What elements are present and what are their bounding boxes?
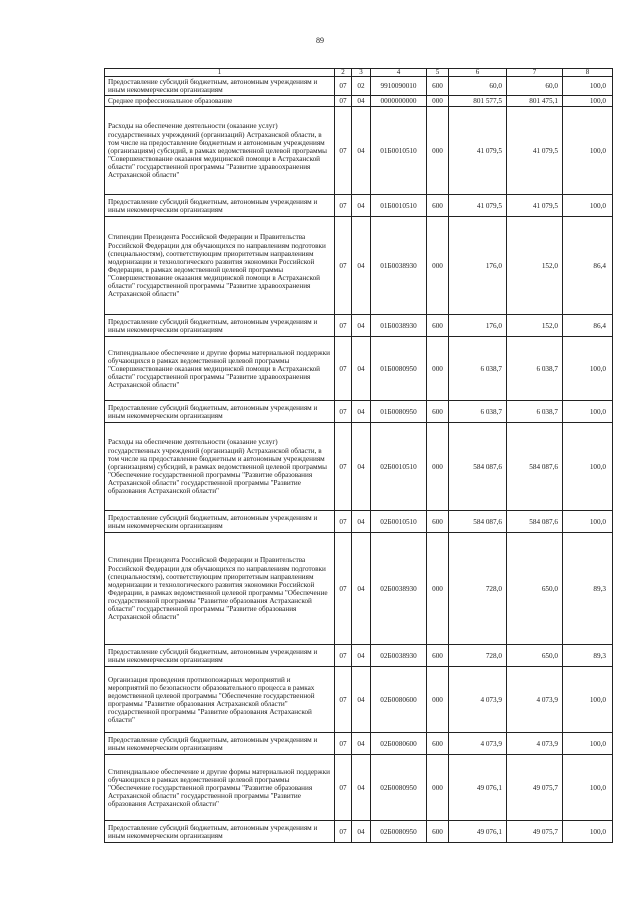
table-row xyxy=(105,337,613,401)
subsection-code: 04 xyxy=(352,821,371,843)
section-code: 07 xyxy=(335,733,352,755)
section-code: 07 xyxy=(335,533,352,645)
row-description: Предоставление субсидий бюджетным, автономным учреждениям и иным некоммерческим организациям xyxy=(105,77,335,96)
expense-type-code: 600 xyxy=(427,315,449,337)
budget-table xyxy=(104,68,613,843)
section-code: 07 xyxy=(335,645,352,667)
section-code: 07 xyxy=(335,315,352,337)
target-article-code: 01Б0010510 xyxy=(371,195,427,217)
planned-amount: 49 076,1 xyxy=(449,755,507,821)
expense-type-code: 600 xyxy=(427,645,449,667)
subsection-code: 04 xyxy=(352,755,371,821)
section-code: 07 xyxy=(335,755,352,821)
planned-amount: 728,0 xyxy=(449,533,507,645)
expense-type-code: 000 xyxy=(427,217,449,315)
section-code: 07 xyxy=(335,401,352,423)
expense-type-code: 000 xyxy=(427,667,449,733)
subsection-code: 04 xyxy=(352,107,371,195)
execution-percent: 100,0 xyxy=(563,107,613,195)
column-number: 2 xyxy=(335,69,352,77)
planned-amount: 60,0 xyxy=(449,77,507,96)
target-article-code: 02Б0038930 xyxy=(371,533,427,645)
section-code: 07 xyxy=(335,821,352,843)
executed-amount: 6 038,7 xyxy=(507,337,563,401)
execution-percent: 100,0 xyxy=(563,337,613,401)
column-number: 8 xyxy=(563,69,613,77)
planned-amount: 176,0 xyxy=(449,315,507,337)
executed-amount: 49 075,7 xyxy=(507,755,563,821)
expense-type-code: 000 xyxy=(427,755,449,821)
row-description: Предоставление субсидий бюджетным, автономным учреждениям и иным некоммерческим организациям xyxy=(105,733,335,755)
row-description: Организация проведения противопожарных мероприятий и мероприятий по безопасности образовательного процесса в рамках ведомственной целевой программы "Обеспечение государственной программы "Развитие образования Астраханской области" государственной программы "Развитие образования Астраханской области" xyxy=(105,667,335,733)
expense-type-code: 000 xyxy=(427,423,449,511)
execution-percent: 100,0 xyxy=(563,755,613,821)
execution-percent: 100,0 xyxy=(563,96,613,107)
executed-amount: 584 087,6 xyxy=(507,423,563,511)
planned-amount: 41 079,5 xyxy=(449,195,507,217)
table-row xyxy=(105,315,613,337)
target-article-code: 02Б0010510 xyxy=(371,511,427,533)
subsection-code: 02 xyxy=(352,77,371,96)
row-description: Предоставление субсидий бюджетным, автономным учреждениям и иным некоммерческим организациям xyxy=(105,315,335,337)
table-row xyxy=(105,96,613,107)
subsection-code: 04 xyxy=(352,195,371,217)
column-number-row xyxy=(105,69,613,77)
planned-amount: 801 577,5 xyxy=(449,96,507,107)
executed-amount: 584 087,6 xyxy=(507,511,563,533)
target-article-code: 01Б0038930 xyxy=(371,217,427,315)
row-description: Предоставление субсидий бюджетным, автономным учреждениям и иным некоммерческим организациям xyxy=(105,195,335,217)
section-code: 07 xyxy=(335,107,352,195)
column-number: 5 xyxy=(427,69,449,77)
executed-amount: 650,0 xyxy=(507,645,563,667)
section-code: 07 xyxy=(335,96,352,107)
subsection-code: 04 xyxy=(352,96,371,107)
planned-amount: 4 073,9 xyxy=(449,733,507,755)
executed-amount: 152,0 xyxy=(507,217,563,315)
expense-type-code: 600 xyxy=(427,77,449,96)
subsection-code: 04 xyxy=(352,645,371,667)
subsection-code: 04 xyxy=(352,315,371,337)
section-code: 07 xyxy=(335,511,352,533)
row-description: Стипендии Президента Российской Федерации и Правительства Российской Федерации для обучающихся по направлениям подготовки (специальностям), соответствующим приоритетным направлениям модернизации и технологического развития экономики Российской Федерации, в рамках ведомственной целевой программы "Обеспечение государственной программы "Развитие образования Астраханской области" государственной программы "Развитие образования Астраханской области" xyxy=(105,533,335,645)
section-code: 07 xyxy=(335,195,352,217)
target-article-code: 01Б0038930 xyxy=(371,315,427,337)
planned-amount: 584 087,6 xyxy=(449,423,507,511)
executed-amount: 6 038,7 xyxy=(507,401,563,423)
column-number: 1 xyxy=(105,69,335,77)
execution-percent: 100,0 xyxy=(563,195,613,217)
table-row xyxy=(105,217,613,315)
planned-amount: 4 073,9 xyxy=(449,667,507,733)
planned-amount: 6 038,7 xyxy=(449,337,507,401)
column-number: 6 xyxy=(449,69,507,77)
execution-percent: 86,4 xyxy=(563,315,613,337)
executed-amount: 49 075,7 xyxy=(507,821,563,843)
row-description: Среднее профессиональное образование xyxy=(105,96,335,107)
subsection-code: 04 xyxy=(352,667,371,733)
expense-type-code: 000 xyxy=(427,107,449,195)
expense-type-code: 000 xyxy=(427,337,449,401)
execution-percent: 100,0 xyxy=(563,77,613,96)
execution-percent: 100,0 xyxy=(563,821,613,843)
table-row xyxy=(105,533,613,645)
row-description: Стипендиальное обеспечение и другие формы материальной поддержки обучающихся в рамках ведомственной целевой программы "Совершенствование оказания медицинской помощи в Астраханской области" государственной программы "Развитие здравоохранения Астраханской области" xyxy=(105,337,335,401)
row-description: Предоставление субсидий бюджетным, автономным учреждениям и иным некоммерческим организациям xyxy=(105,821,335,843)
target-article-code: 02Б0038930 xyxy=(371,645,427,667)
executed-amount: 60,0 xyxy=(507,77,563,96)
execution-percent: 100,0 xyxy=(563,511,613,533)
row-description: Расходы на обеспечение деятельности (оказание услуг) государственных учреждений (организаций) Астраханской области, в том числе на предоставление бюджетным и автономным учреждениям (организациям) субсидий, в рамках ведомственной целевой программы "Обеспечение государственной программы "Развитие образования Астраханской области" государственной программы "Развитие образования Астраханской области" xyxy=(105,423,335,511)
table-row xyxy=(105,401,613,423)
section-code: 07 xyxy=(335,667,352,733)
page-number: 89 xyxy=(316,36,324,45)
execution-percent: 100,0 xyxy=(563,401,613,423)
row-description: Предоставление субсидий бюджетным, автономным учреждениям и иным некоммерческим организациям xyxy=(105,401,335,423)
table-row xyxy=(105,821,613,843)
column-number: 3 xyxy=(352,69,371,77)
subsection-code: 04 xyxy=(352,733,371,755)
target-article-code: 01Б0080950 xyxy=(371,337,427,401)
target-article-code: 02Б0010510 xyxy=(371,423,427,511)
table-row xyxy=(105,667,613,733)
target-article-code: 02Б0080600 xyxy=(371,733,427,755)
table-row xyxy=(105,423,613,511)
executed-amount: 41 079,5 xyxy=(507,107,563,195)
section-code: 07 xyxy=(335,337,352,401)
table-row xyxy=(105,645,613,667)
table-row xyxy=(105,107,613,195)
section-code: 07 xyxy=(335,77,352,96)
execution-percent: 100,0 xyxy=(563,423,613,511)
subsection-code: 04 xyxy=(352,511,371,533)
target-article-code: 01Б0010510 xyxy=(371,107,427,195)
planned-amount: 49 076,1 xyxy=(449,821,507,843)
table-row xyxy=(105,195,613,217)
executed-amount: 4 073,9 xyxy=(507,733,563,755)
execution-percent: 100,0 xyxy=(563,667,613,733)
expense-type-code: 000 xyxy=(427,533,449,645)
section-code: 07 xyxy=(335,217,352,315)
column-number: 7 xyxy=(507,69,563,77)
planned-amount: 728,0 xyxy=(449,645,507,667)
table-row xyxy=(105,511,613,533)
subsection-code: 04 xyxy=(352,217,371,315)
executed-amount: 650,0 xyxy=(507,533,563,645)
executed-amount: 4 073,9 xyxy=(507,667,563,733)
expense-type-code: 600 xyxy=(427,511,449,533)
row-description: Расходы на обеспечение деятельности (оказание услуг) государственных учреждений (организаций) Астраханской области, в том числе на предоставление бюджетным и автономным учреждениям (организациям) субсидий, в рамках ведомственной целевой программы "Совершенствование оказания медицинской помощи в Астраханской области" государственной программы "Развитие здравоохранения Астраханской области" xyxy=(105,107,335,195)
target-article-code: 9910090010 xyxy=(371,77,427,96)
execution-percent: 86,4 xyxy=(563,217,613,315)
table-row xyxy=(105,755,613,821)
planned-amount: 584 087,6 xyxy=(449,511,507,533)
target-article-code: 02Б0080600 xyxy=(371,667,427,733)
row-description: Стипендии Президента Российской Федерации и Правительства Российской Федерации для обучающихся по направлениям подготовки (специальностям), соответствующим приоритетным направлениям модернизации и технологического развития экономики Российской Федерации, в рамках ведомственной целевой программы "Совершенствование оказания медицинской помощи в Астраханской области" государственной программы "Развитие здравоохранения Астраханской области" xyxy=(105,217,335,315)
table-row xyxy=(105,733,613,755)
row-description: Предоставление субсидий бюджетным, автономным учреждениям и иным некоммерческим организациям xyxy=(105,511,335,533)
execution-percent: 89,3 xyxy=(563,533,613,645)
subsection-code: 04 xyxy=(352,533,371,645)
target-article-code: 01Б0080950 xyxy=(371,401,427,423)
execution-percent: 89,3 xyxy=(563,645,613,667)
expense-type-code: 600 xyxy=(427,195,449,217)
executed-amount: 152,0 xyxy=(507,315,563,337)
expense-type-code: 600 xyxy=(427,821,449,843)
expense-type-code: 000 xyxy=(427,96,449,107)
execution-percent: 100,0 xyxy=(563,733,613,755)
planned-amount: 176,0 xyxy=(449,217,507,315)
executed-amount: 41 079,5 xyxy=(507,195,563,217)
planned-amount: 6 038,7 xyxy=(449,401,507,423)
column-number: 4 xyxy=(371,69,427,77)
table-row xyxy=(105,77,613,96)
subsection-code: 04 xyxy=(352,401,371,423)
executed-amount: 801 475,1 xyxy=(507,96,563,107)
target-article-code: 02Б0080950 xyxy=(371,755,427,821)
expense-type-code: 600 xyxy=(427,733,449,755)
subsection-code: 04 xyxy=(352,337,371,401)
subsection-code: 04 xyxy=(352,423,371,511)
row-description: Предоставление субсидий бюджетным, автономным учреждениям и иным некоммерческим организациям xyxy=(105,645,335,667)
section-code: 07 xyxy=(335,423,352,511)
expense-type-code: 600 xyxy=(427,401,449,423)
row-description: Стипендиальное обеспечение и другие формы материальной поддержки обучающихся в рамках ведомственной целевой программы "Обеспечение государственной программы "Развитие образования Астраханской области" государственной программы "Развитие образования Астраханской области" xyxy=(105,755,335,821)
planned-amount: 41 079,5 xyxy=(449,107,507,195)
target-article-code: 02Б0080950 xyxy=(371,821,427,843)
target-article-code: 0000000000 xyxy=(371,96,427,107)
